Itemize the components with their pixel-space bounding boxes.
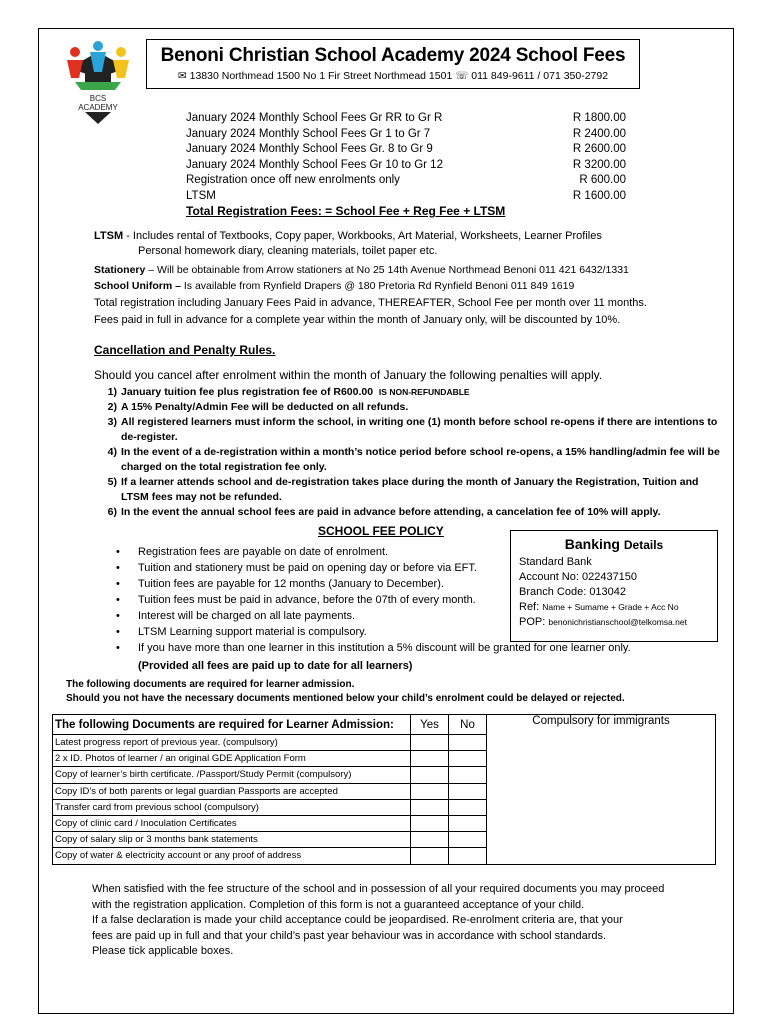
penalty-item: 6) In the event the annual school fees are paid in advance before attending, a cancelation fee of 10% will apply. bbox=[107, 506, 661, 518]
yes-checkbox[interactable] bbox=[411, 783, 449, 799]
banking-details-box bbox=[510, 530, 718, 642]
policy-item: • LTSM Learning support material is compulsory. bbox=[116, 624, 676, 640]
total-fees bbox=[186, 204, 626, 220]
uniform-text: Is available from Rynfield Drapers @ 180 Pretoria Rd Rynfield Benoni 011 849 1619 bbox=[183, 280, 575, 292]
header-immigrants: Compulsory for immigrants bbox=[487, 715, 716, 865]
fee-row bbox=[186, 111, 626, 127]
stationery-text: – Will be obtainable from Arrow stationers at No 25 14th Avenue Northmead Benoni 011 421 6432/1331 bbox=[148, 264, 629, 276]
total-formula: : = School Fee + Reg Fee + LTSM bbox=[317, 204, 506, 218]
no-checkbox[interactable] bbox=[449, 832, 487, 848]
table-row: 2 x ID. Photos of learner / an original GDE Application Form bbox=[53, 751, 716, 767]
reference: Ref: Name + Sumame + Grade + Acc No bbox=[519, 601, 679, 613]
penalty-list bbox=[95, 385, 725, 520]
yes-checkbox[interactable] bbox=[411, 815, 449, 831]
fee-amount: R 600.00 bbox=[579, 174, 626, 186]
fee-label: January 2024 Monthly School Fees Gr. 8 to Gr 9 bbox=[186, 143, 433, 155]
table-row: Copy of salary slip or 3 months bank statements bbox=[53, 832, 716, 848]
ltsm-label: LTSM bbox=[94, 230, 124, 242]
provided-note: (Provided all fees are paid up to date for all learners) bbox=[138, 660, 413, 672]
documents-table bbox=[52, 714, 716, 865]
header-yes: Yes bbox=[411, 715, 449, 735]
non-refundable-note: IS NON-REFUNDABLE bbox=[378, 387, 470, 397]
contact-line bbox=[147, 70, 639, 82]
fees-table bbox=[186, 111, 626, 220]
policy-item: • Tuition and stationery must be paid on opening day or before via EFT. bbox=[116, 560, 676, 576]
uniform-label: School Uniform – bbox=[94, 280, 181, 292]
penalty-item: 3) All registered learners must inform the school, in writing one (1) month before school re-opens if there are intentions to de-register. bbox=[107, 416, 718, 443]
fee-amount: R 2600.00 bbox=[572, 143, 626, 155]
ltsm-info bbox=[94, 229, 734, 244]
cancellation-intro: Should you cancel after enrolment within the month of January the following penalties will apply. bbox=[94, 368, 603, 382]
policy-item: • Tuition fees are payable for 12 months (January to December). bbox=[116, 576, 676, 592]
no-checkbox[interactable] bbox=[449, 735, 487, 751]
total-registration-note: Total registration including January Fees Paid in advance, THEREAFTER, School Fee per month over 11 months. bbox=[94, 297, 647, 309]
branch-code: Branch Code: 013042 bbox=[519, 586, 627, 598]
title-box bbox=[146, 39, 640, 89]
no-checkbox[interactable] bbox=[449, 751, 487, 767]
fee-row bbox=[186, 189, 626, 205]
fee-row bbox=[186, 142, 626, 158]
discount-note: Fees paid in full in advance for a complete year within the month of January only, will be discounted by 10%. bbox=[94, 314, 621, 326]
closing-paragraph: When satisfied with the fee structure of the school and in possession of all your required documents you may proceed with the registration application. Completion of this form is not a guaranteed acceptance of your child. If a false declaration is made your child acceptance could be jeopardised. Re-enrolment criteria are, that your fees are paid up in full and that your child’s past year behaviour was in accordance with school standards. Please tick applicable boxes. bbox=[92, 883, 665, 957]
fee-label: January 2024 Monthly School Fees Gr 10 to Gr 12 bbox=[186, 158, 443, 171]
yes-checkbox[interactable] bbox=[411, 848, 449, 864]
header-no: No bbox=[449, 715, 487, 735]
fee-row bbox=[186, 173, 626, 189]
yes-checkbox[interactable] bbox=[411, 799, 449, 815]
account-number: Account No: 022437150 bbox=[519, 571, 638, 583]
telephone-icon: ☏ bbox=[455, 70, 469, 82]
yes-checkbox[interactable] bbox=[411, 832, 449, 848]
table-row: Copy of clinic card / Inoculation Certificates bbox=[53, 815, 716, 831]
cancellation-title: Cancellation and Penalty Rules. bbox=[94, 343, 276, 357]
table-header bbox=[53, 715, 716, 735]
fee-amount: R 1600.00 bbox=[572, 189, 626, 202]
documents-note: The following documents are required for learner admission. Should you not have the necessary documents mentioned below your child’s enrolment could be delayed or rejected. bbox=[66, 679, 625, 704]
address: 13830 Northmead 1500 No 1 Fir Street Northmead 1501 bbox=[189, 70, 453, 82]
table-row: Copy ID’s of both parents or legal guardian Passports are accepted bbox=[53, 783, 716, 799]
policy-item: • Tuition fees must be paid in advance, before the 07th of every month. bbox=[116, 592, 676, 608]
ltsm-text-2: Personal homework diary, cleaning materials, toilet paper etc. bbox=[138, 245, 438, 257]
school-logo bbox=[55, 38, 141, 124]
page-title: Benoni Christian School Academy 2024 School Fees bbox=[160, 45, 626, 66]
fee-label: January 2024 Monthly School Fees Gr RR to Gr R bbox=[186, 112, 443, 124]
no-checkbox[interactable] bbox=[449, 799, 487, 815]
table-row: Copy of water & electricity account or any proof of address bbox=[53, 848, 716, 864]
stationery-info bbox=[94, 263, 734, 278]
envelope-icon: ✉ bbox=[177, 70, 187, 82]
phone: 011 849-9611 / 071 350-2792 bbox=[471, 70, 609, 82]
fee-amount: R 1800.00 bbox=[572, 112, 626, 124]
policy-item: • If you have more than one learner in this institution a 5% discount will be granted for one learner only. bbox=[116, 640, 676, 656]
table-row: Transfer card from previous school (compulsory) bbox=[53, 799, 716, 815]
uniform-info bbox=[94, 279, 734, 294]
yes-checkbox[interactable] bbox=[411, 751, 449, 767]
logo-bcs: BCS bbox=[89, 94, 107, 103]
policy-item: • Registration fees are payable on date of enrolment. bbox=[116, 544, 676, 560]
total-label: Total Registration Fees bbox=[186, 204, 318, 218]
pop-email: POP: benonichristianschool@telkomsa.net bbox=[519, 616, 687, 628]
penalty-item: 1) January tuition fee plus registration fee of R600.00 IS NON-REFUNDABLE bbox=[107, 386, 470, 398]
policy-item: • Interest will be charged on all late payments. bbox=[116, 608, 676, 624]
banking-title: Banking Details bbox=[564, 536, 664, 552]
no-checkbox[interactable] bbox=[449, 783, 487, 799]
fee-label: LTSM bbox=[186, 189, 216, 202]
bank-name: Standard Bank bbox=[519, 556, 592, 568]
penalty-item: 2) A 15% Penalty/Admin Fee will be deducted on all refunds. bbox=[107, 401, 409, 413]
fee-amount: R 3200.00 bbox=[572, 158, 626, 171]
ltsm-text: - Includes rental of Textbooks, Copy paper, Workbooks, Art Material, Worksheets, Learner Profiles bbox=[126, 230, 602, 242]
fee-label: Registration once off new enrolments only bbox=[186, 174, 400, 186]
yes-checkbox[interactable] bbox=[411, 767, 449, 783]
header-document: The following Documents are required for Learner Admission: bbox=[53, 715, 411, 735]
no-checkbox[interactable] bbox=[449, 848, 487, 864]
fee-row bbox=[186, 127, 626, 143]
fee-label: January 2024 Monthly School Fees Gr 1 to Gr 7 bbox=[186, 127, 431, 140]
stationery-label: Stationery bbox=[94, 264, 146, 276]
table-row: Latest progress report of previous year. (compulsory) bbox=[53, 735, 716, 751]
fee-amount: R 2400.00 bbox=[572, 127, 626, 140]
no-checkbox[interactable] bbox=[449, 767, 487, 783]
penalty-item: 4) In the event of a de-registration within a month’s notice period before school re-opens, a 15% handling/admin fee will be charged on the total registration fee only. bbox=[107, 446, 720, 473]
fee-row bbox=[186, 158, 626, 174]
no-checkbox[interactable] bbox=[449, 815, 487, 831]
penalty-item: 5) If a learner attends school and de-registration takes place during the month of January the Registration, Tuition and LTSM fees may not be refunded. bbox=[107, 476, 699, 503]
logo-academy: ACADEMY bbox=[78, 103, 118, 112]
table-row: Copy of learner’s birth certificate. /Passport/Study Permit (compulsory) bbox=[53, 767, 716, 783]
yes-checkbox[interactable] bbox=[411, 735, 449, 751]
policy-title: SCHOOL FEE POLICY bbox=[318, 524, 444, 538]
